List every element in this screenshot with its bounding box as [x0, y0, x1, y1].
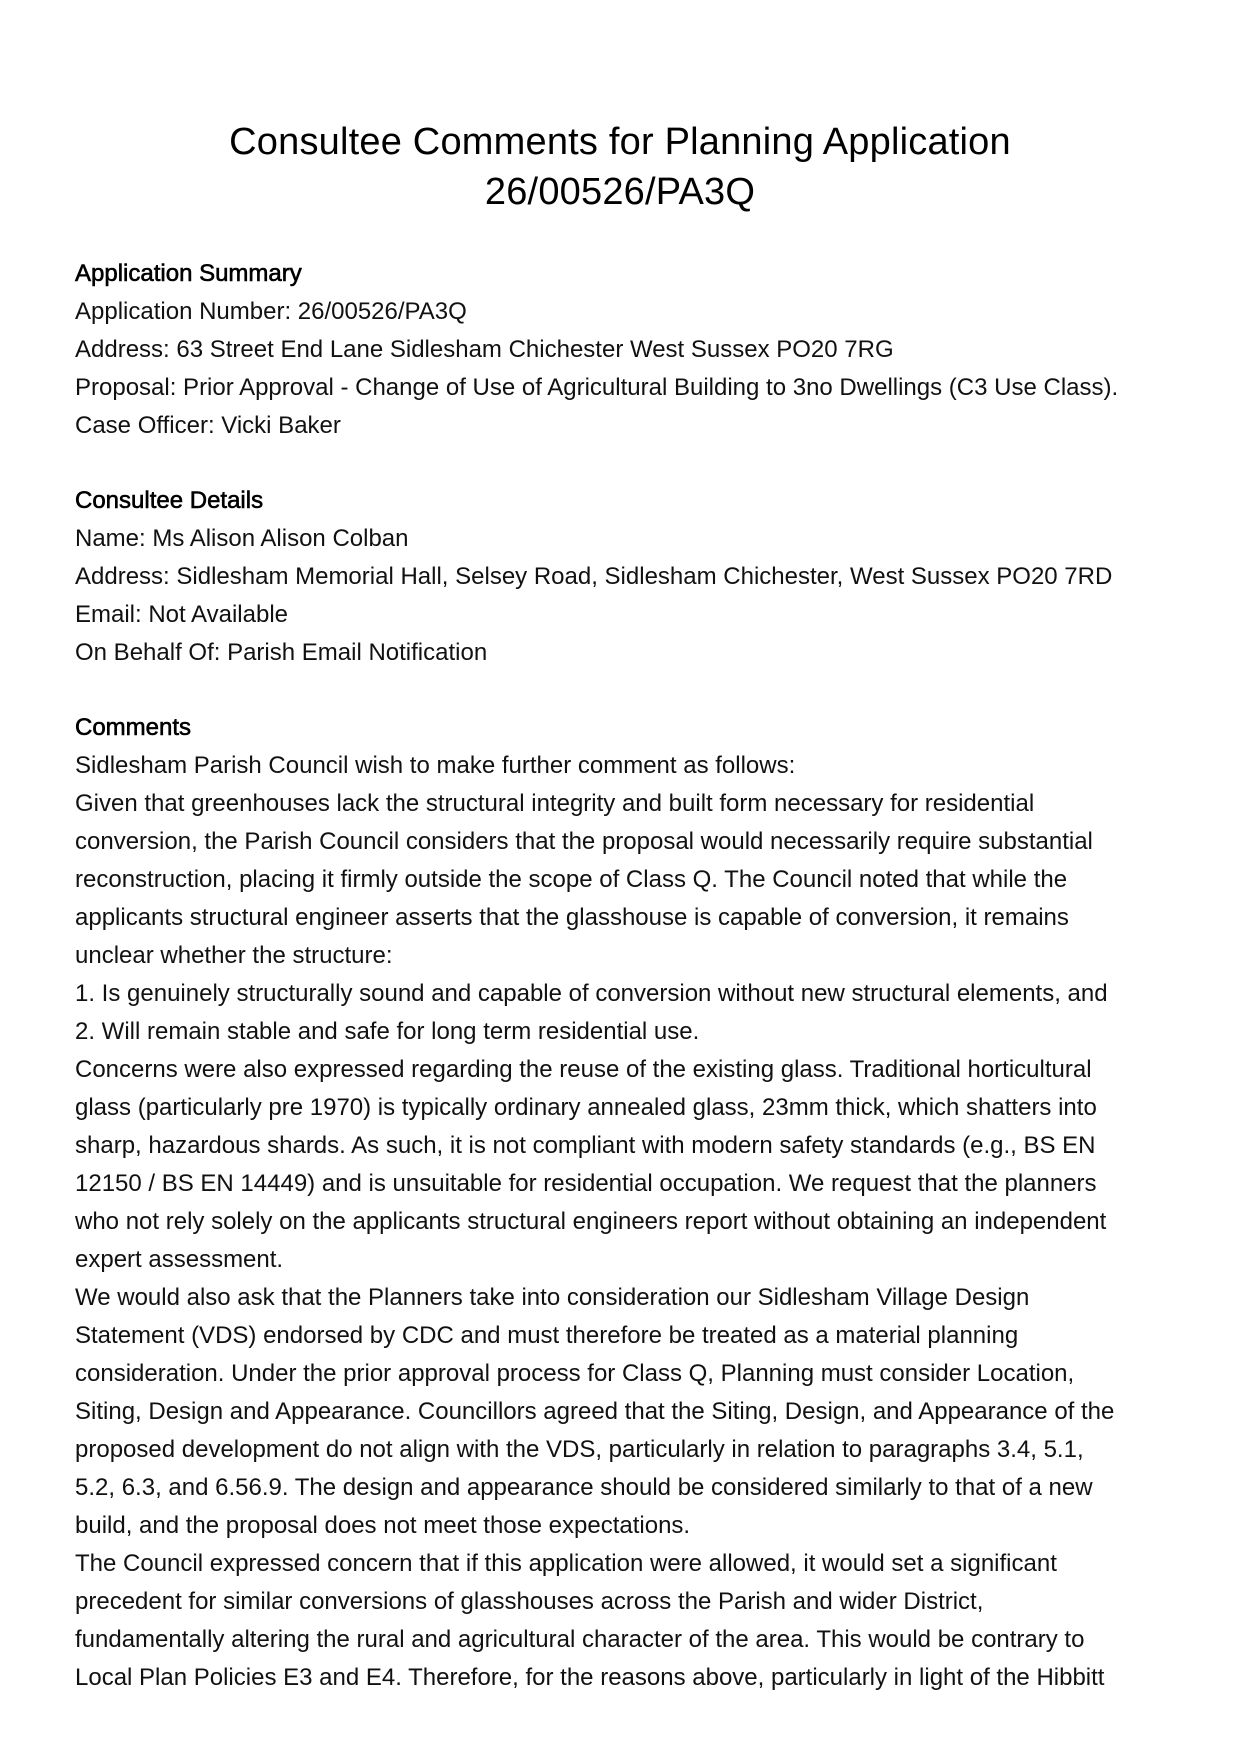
- comment-line: applicants structural engineer asserts that the glasshouse is capable of conversion, it remains: [75, 904, 1069, 931]
- comment-line: conversion, the Parish Council considers that the proposal would necessarily require substantial: [75, 828, 1093, 855]
- comment-line: 12150 / BS EN 14449) and is unsuitable for residential occupation. We request that the planners: [75, 1170, 1097, 1197]
- consultee-details-section: [75, 482, 1185, 672]
- consultee-address-line: Address: Sidlesham Memorial Hall, Selsey Road, Sidlesham Chichester, West Sussex PO20 7RD: [75, 563, 1113, 590]
- application-summary-section: [75, 255, 1185, 445]
- comment-line: 2. Will remain stable and safe for long term residential use.: [75, 1018, 700, 1045]
- consultee-email-line: Email: Not Available: [75, 601, 288, 628]
- comment-line: Given that greenhouses lack the structural integrity and built form necessary for residential: [75, 790, 1035, 817]
- page-title-line-2: 26/00526/PA3Q: [484, 171, 756, 214]
- application-address-line: Address: 63 Street End Lane Sidlesham Chichester West Sussex PO20 7RG: [75, 336, 894, 363]
- comment-line: Local Plan Policies E3 and E4. Therefore, for the reasons above, particularly in light of the Hibbitt: [75, 1664, 1105, 1691]
- page-title: [0, 117, 1240, 217]
- comments-heading: Comments: [75, 714, 192, 741]
- comment-line: glass (particularly pre 1970) is typically ordinary annealed glass, 23mm thick, which shatters into: [75, 1094, 1097, 1121]
- comment-line: Concerns were also expressed regarding the reuse of the existing glass. Traditional horticultural: [75, 1056, 1092, 1083]
- application-number-line: Application Number: 26/00526/PA3Q: [75, 298, 467, 325]
- case-officer-line: Case Officer: Vicki Baker: [75, 412, 341, 439]
- comment-line: precedent for similar conversions of glasshouses across the Parish and wider District,: [75, 1588, 984, 1615]
- comment-line: 5.2, 6.3, and 6.56.9. The design and appearance should be considered similarly to that of a new: [75, 1474, 1093, 1501]
- comment-line: unclear whether the structure:: [75, 942, 393, 969]
- comment-line: reconstruction, placing it firmly outside the scope of Class Q. The Council noted that while the: [75, 866, 1068, 893]
- consultee-name-line: Name: Ms Alison Alison Colban: [75, 525, 409, 552]
- comment-line: who not rely solely on the applicants structural engineers report without obtaining an independent: [75, 1208, 1107, 1235]
- consultee-details-heading: Consultee Details: [75, 487, 264, 514]
- comment-line: expert assessment.: [75, 1246, 284, 1273]
- application-summary-heading: Application Summary: [75, 260, 302, 287]
- application-proposal-line: Proposal: Prior Approval - Change of Use of Agricultural Building to 3no Dwellings (C3 Use Class).: [75, 374, 1119, 401]
- comment-line: 1. Is genuinely structurally sound and capable of conversion without new structural elements, and: [75, 980, 1108, 1007]
- comment-line: Sidlesham Parish Council wish to make further comment as follows:: [75, 752, 796, 779]
- page-title-line-1: Consultee Comments for Planning Application: [229, 121, 1011, 164]
- comment-line: Siting, Design and Appearance. Councillors agreed that the Siting, Design, and Appearance of the: [75, 1398, 1115, 1425]
- document-body: [75, 255, 1185, 1697]
- comment-line: build, and the proposal does not meet those expectations.: [75, 1512, 691, 1539]
- comment-line: consideration. Under the prior approval process for Class Q, Planning must consider Location,: [75, 1360, 1075, 1387]
- comment-line: The Council expressed concern that if this application were allowed, it would set a significant: [75, 1550, 1057, 1577]
- consultee-on-behalf-line: On Behalf Of: Parish Email Notification: [75, 639, 488, 666]
- comment-line: fundamentally altering the rural and agricultural character of the area. This would be contrary to: [75, 1626, 1085, 1653]
- comment-line: Statement (VDS) endorsed by CDC and must therefore be treated as a material planning: [75, 1322, 1019, 1349]
- comment-line: proposed development do not align with the VDS, particularly in relation to paragraphs 3.4, 5.1,: [75, 1436, 1084, 1463]
- comment-line: We would also ask that the Planners take into consideration our Sidlesham Village Design: [75, 1284, 1030, 1311]
- comments-section: [75, 709, 1185, 1697]
- comment-line: sharp, hazardous shards. As such, it is not compliant with modern safety standards (e.g., BS EN: [75, 1132, 1096, 1159]
